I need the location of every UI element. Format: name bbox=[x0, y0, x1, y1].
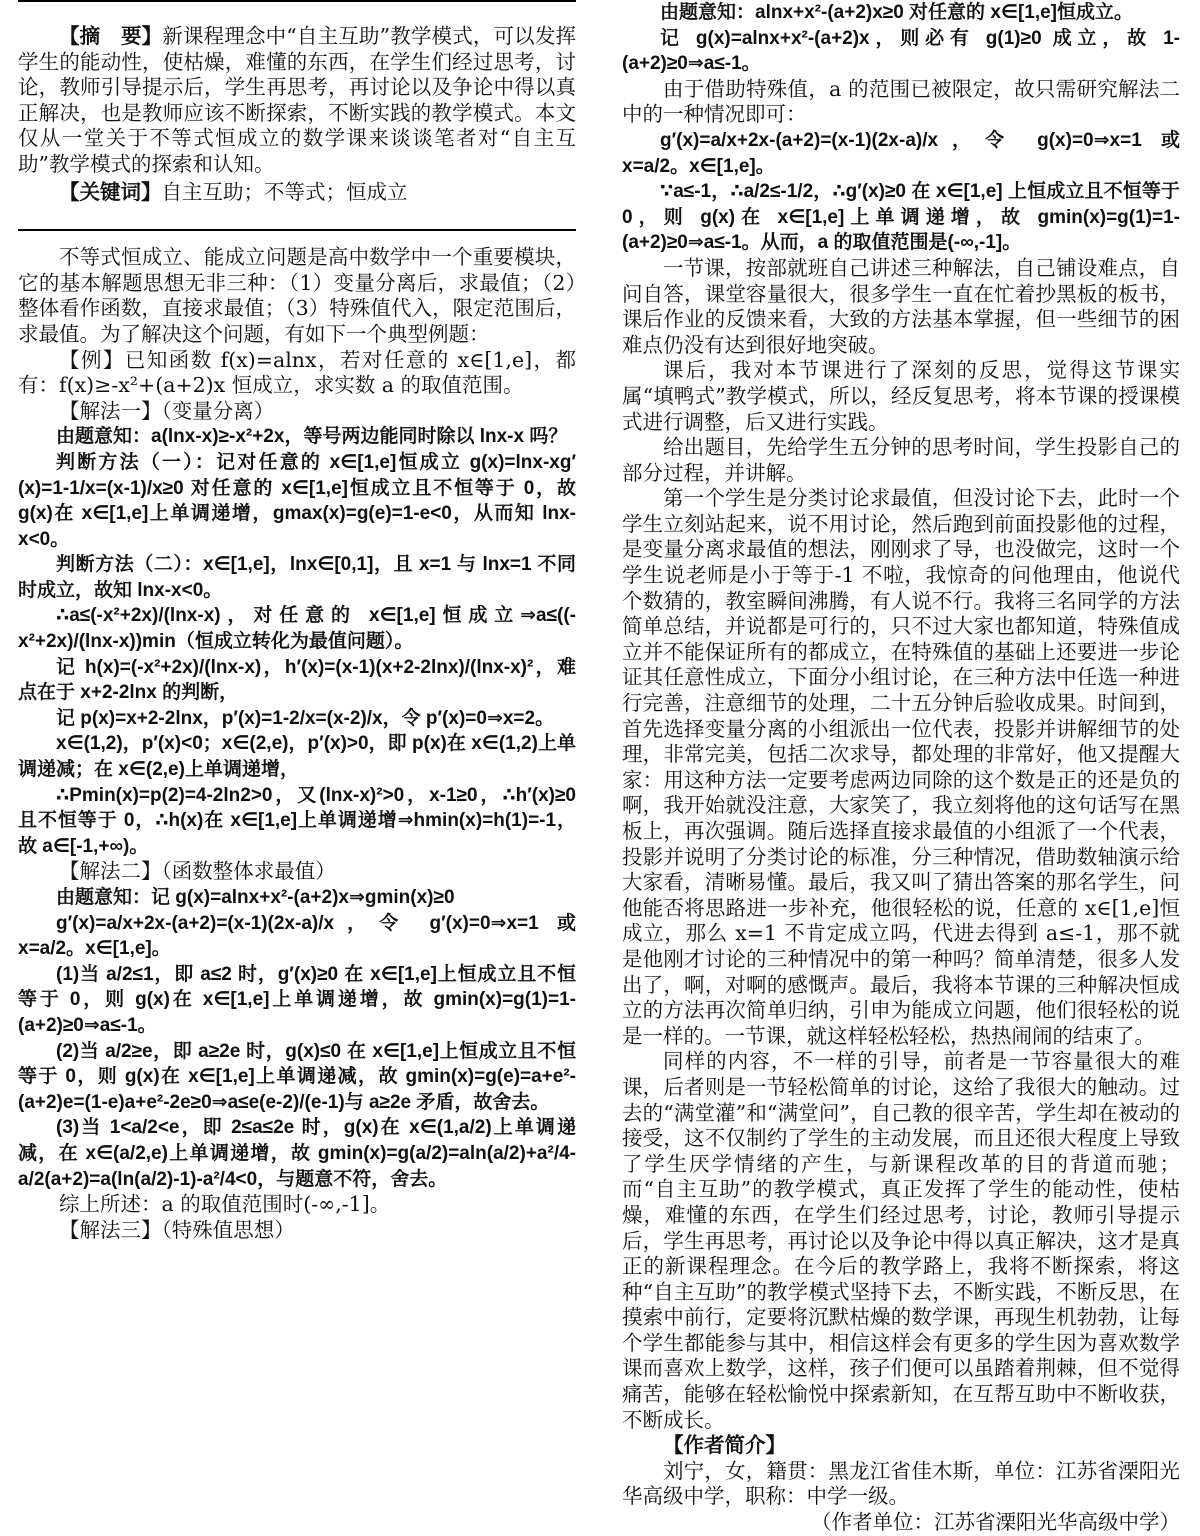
left-body bbox=[18, 245, 576, 1243]
method-heading: 【解法三】（特殊值思想） bbox=[59, 1217, 295, 1242]
math-paragraph: 记 h(x)=(-x²+2x)/(lnx-x)，h′(x)=(x-1)(x+2-2lnx)/(lnx-x)²，难点在于 x+2-2lnx 的判断， bbox=[18, 656, 576, 704]
conclusion-paragraph: 综上所述：a 的取值范围时(-∞,-1]。 bbox=[59, 1192, 391, 1217]
author-label: 【作者简介】 bbox=[663, 1433, 786, 1458]
body-paragraph: 一节课，按部就班自己讲述三种解法，自己铺设难点，自问自答，课堂容量很大，很多学生一直在忙着抄黑板的板书，课后作业的反馈来看，大致的方法基本掌握，但一些细节的困难点仍没有达到很好地突破。 bbox=[622, 255, 1180, 357]
method-heading: 【解法二】（函数整体求最值） bbox=[59, 859, 336, 884]
abstract-paragraph bbox=[18, 24, 576, 178]
math-paragraph: 记 p(x)=x+2-2lnx，p′(x)=1-2/x=(x-2)/x，令 p′(x)=0⇒x=2。 bbox=[56, 707, 555, 729]
math-paragraph: (1)当 a/2≤1，即 a≤2 时，g′(x)≥0 在 x∈[1,e]上恒成立且不恒等于 0，则 g(x)在 x∈[1,e]上单调递增，故 gmin(x)=g(1)=1-(a+2)≥0⇒a≤-1。 bbox=[18, 963, 576, 1036]
math-paragraph: 由题意知：a(lnx-x)≥-x²+2x，等号两边能同时除以 lnx-x 吗？ bbox=[56, 426, 568, 448]
keywords-label: 【关键词】 bbox=[59, 179, 162, 204]
body-paragraph: 由于借助特殊值，a 的范围已被限定，故只需研究解法二中的一种情况即可： bbox=[622, 76, 1180, 127]
math-paragraph: g′(x)=a/x+2x-(a+2)=(x-1)(2x-a)/x，令 g(x)=0⇒x=1 或 x=a/2。x∈[1,e]。 bbox=[622, 129, 1180, 177]
math-paragraph: ∵a≤-1，∴a/2≤-1/2，∴g′(x)≥0 在 x∈[1,e] 上恒成立且不恒等于 0，则 g(x)在 x∈[1,e]上单调递增，故 gmin(x)=g(1)=1-(a+2)≥0⇒a≤-1。从而，a 的取值范围是(-∞,-1]。 bbox=[622, 181, 1180, 254]
keywords-text: 自主互助；不等式；恒成立 bbox=[161, 179, 408, 204]
math-paragraph: x∈(1,2)，p′(x)<0；x∈(2,e)，p′(x)>0，即 p(x)在 x∈(1,2)上单调递减；在 x∈(2,e)上单调递增， bbox=[18, 733, 576, 781]
abstract-text: 新课程理念中“自主互助”教学模式，可以发挥学生的能动性，使枯燥，难懂的东西，在学生们经过思考，讨论，教师引导提示后，学生再思考，再讨论以及争论中得以真正解决，也是教师应该不断探索，不断实践的教学模式。本文仅从一堂关于不等式恒成立的数学课来谈谈笔者对“自主互助”教学模式的探索和认知。 bbox=[18, 24, 576, 176]
math-paragraph: 判断方法（一）：记对任意的 x∈[1,e]恒成立 g(x)=lnx-xg′(x)=1-1/x=(x-1)/x≥0 对任意的 x∈[1,e]恒成立且不恒等于 0，故 g(x)在 x∈[1,e]上单调递增，gmax(x)=g(e)=1-e<0，从而知 lnx-x<0。 bbox=[18, 451, 576, 550]
keywords-paragraph bbox=[18, 180, 576, 206]
body-paragraph: 第一个学生是分类讨论求最值，但没讨论下去，此时一个学生立刻站起来，说不用讨论，然后跑到前面投影他的过程，是变量分离求最值的想法，刚刚求了导，也没做完，这时一个学生说老师是小于等于-1 不啦，我惊奇的问他理由，他说代个数猜的，教室瞬间沸腾，有人说不行。我将三名同学的方法简单总结，并说都是可行的，只不过大家也都知道，特殊值成立并不能保证所有的都成立，在特殊值的基础上还要进一步论证其任意性成立，下面分小组讨论，在三种方法中任选一种进行完善，注意细节的处理，二十五分钟后验收成果。时间到，首先选择变量分离的小组派出一位代表，投影并讲解细节的处理，非常完美，包括二次求导，都处理的非常好，他又提醒大家：用这种方法一定要考虑两边同除的这个数是正的还是负的啊，我开始就没注意，大家笑了，我立刻将他的这句话写在黑板上，再次强调。随后选择直接求最值的小组派了一个代表，投影并说明了分类讨论的标准，分三种情况，借助数轴演示给大家看，清晰易懂。最后，我又叫了猜出答案的那名学生，问他能否将思路进一步补充，他很轻松的说，任意的 x∈[1,e]恒成立，那么 x=1 不肯定成立吗，代进去得到 a≤-1，那不就是他刚才讨论的三种情况中的第一种吗？简单清楚，很多人发出了，啊，对啊的感慨声。最后，我将本节课的三种解决恒成立的方法再次简单归纳，引申为能成立问题，他们很轻松的说是一样的。一节课，就这样轻松轻松，热热闹闹的结束了。 bbox=[622, 486, 1180, 1048]
example-paragraph: 【例】已知函数 f(x)=alnx，若对任意的 x∈[1,e]，都有：f(x)≥-x²+(a+2)x 恒成立，求实数 a 的取值范围。 bbox=[18, 347, 576, 398]
math-paragraph: 记 g(x)=alnx+x²-(a+2)x，则必有 g(1)≥0 成立，故 1-(a+2)≥0⇒a≤-1。 bbox=[622, 27, 1180, 75]
author-affiliation: （作者单位：江苏省溧阳光华高级中学） bbox=[811, 1510, 1180, 1535]
right-column bbox=[622, 0, 1180, 1536]
body-paragraph: 给出题目，先给学生五分钟的思考时间，学生投影自己的部分过程，并讲解。 bbox=[622, 435, 1180, 485]
math-paragraph: g′(x)=a/x+2x-(a+2)=(x-1)(2x-a)/x，令 g′(x)=0⇒x=1 或 x=a/2。x∈[1,e]。 bbox=[18, 912, 576, 960]
body-paragraph: 课后，我对本节课进行了深刻的反思，觉得这节课实属“填鸭式”教学模式，所以，经反复思考，将本节课的授课模式进行调整，后又进行实践。 bbox=[622, 358, 1180, 434]
math-paragraph: (2)当 a/2≥e，即 a≥2e 时，g(x)≤0 在 x∈[1,e]上恒成立且不恒等于 0，则 g(x)在 x∈[1,e]上单调递减，故 gmin(x)=g(e)=a+e²-(a+2)e=(1-e)a+e²-2e≥0⇒a≤e(e-2)/(e-1)与 a≥2e 矛盾，故舍去。 bbox=[18, 1040, 576, 1113]
math-paragraph: ∴Pmin(x)=p(2)=4-2ln2>0，又(lnx-x)²>0，x-1≥0，∴h′(x)≥0 且不恒等于 0，∴h(x)在 x∈[1,e]上单调递增⇒hmin(x)=h(1)=-1，故 a∈[-1,+∞)。 bbox=[18, 784, 576, 857]
math-paragraph: (3)当 1<a/2<e，即 2≤a≤2e 时，g(x)在 x∈(1,a/2)上单调递减，在 x∈(a/2,e)上单调递增，故 gmin(x)=g(a/2)=aln(a/2)+a²/4-a/2(a+2)=a(ln(a/2)-1)-a²/4<0，与题意不符，舍去。 bbox=[18, 1117, 576, 1190]
abstract-block bbox=[18, 2, 576, 205]
math-paragraph: ∴a≤(-x²+2x)/(lnx-x)，对任意的 x∈[1,e]恒成立⇒a≤((-x²+2x)/(lnx-x))min（恒成立转化为最值问题）。 bbox=[18, 605, 576, 653]
author-bio: 刘宁，女，籍贯：黑龙江省佳木斯，单位：江苏省溧阳光华高级中学，职称：中学一级。 bbox=[622, 1458, 1180, 1509]
math-paragraph: 由题意知：alnx+x²-(a+2)x≥0 对任意的 x∈[1,e]恒成立。 bbox=[660, 2, 1134, 23]
abstract-label: 【摘 要】 bbox=[59, 24, 163, 48]
method-heading: 【解法一】（变量分离） bbox=[59, 398, 275, 423]
math-paragraph: 判断方法（二）：x∈[1,e]，lnx∈[0,1]，且 x=1 与 lnx=1 不同时成立，故知 lnx-x<0。 bbox=[18, 554, 576, 601]
math-paragraph: 由题意知：记 g(x)=alnx+x²-(a+2)x⇒gmin(x)≥0 bbox=[56, 887, 455, 908]
body-paragraph: 不等式恒成立、能成立问题是高中数学中一个重要模块，它的基本解题思想无非三种：（1）变量分离后，求最值；（2）整体看作函数，直接求最值；（3）特殊值代入，限定范围后，求最值。为了解决这个问题，有如下一个典型例题： bbox=[18, 245, 576, 346]
body-paragraph: 同样的内容，不一样的引导，前者是一节容量很大的难课，后者则是一节轻松简单的讨论，这给了我很大的触动。过去的“满堂灌”和“满堂问”，自己教的很辛苦，学生却在被动的接受，这不仅制约了学生的主动发展，而且还很大程度上导致了学生厌学情绪的产生，与新课程改革的目的背道而驰；而“自主互助”的教学模式，真正发挥了学生的能动性，使枯燥，难懂的东西，在学生们经过思考，讨论，教师引导提示后，学生再思考，再讨论以及争论中得以真正解决，这才是真正的新课程理念。在今后的教学路上，我将不断探索，将这种“自主互助”的教学模式坚持下去，不断实践，不断反思，在摸索中前行，定要将沉默枯燥的数学课，再现生机勃勃，让每个学生都能参与其中，相信这样会有更多的学生因为喜欢数学课而喜欢上数学，这样，孩子们便可以虽踏着荆棘，但不觉得痛苦，能够在轻松愉悦中探索新知，在互帮互助中不断收获，不断成长。 bbox=[622, 1049, 1180, 1432]
left-column bbox=[18, 0, 576, 1243]
